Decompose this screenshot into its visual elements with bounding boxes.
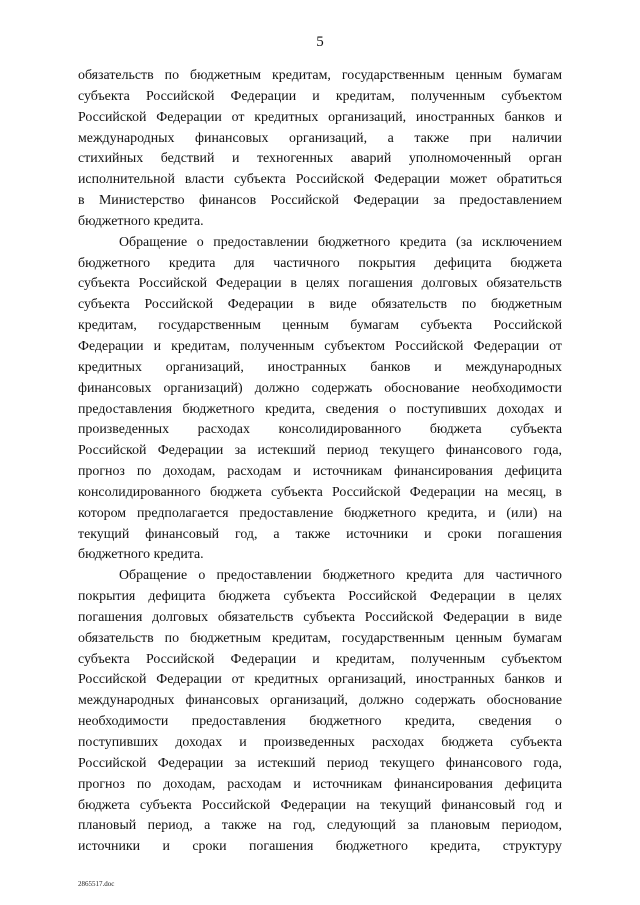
text-line: котором предполагается предоставление бюджетного кредита, и (или) на (78, 505, 562, 521)
text-line: субъекта Российской Федерации и кредитам, полученным субъектом (78, 651, 562, 667)
text-line: субъекта Российской Федерации в целях погашения долговых обязательств (78, 276, 562, 292)
page-number: 5 (316, 34, 324, 50)
text-line: покрытия дефицита бюджета субъекта Российской Федерации в целях (78, 589, 562, 605)
paragraph-2 (78, 233, 562, 567)
text-line: Российской Федерации за истекший период текущего финансового года, (78, 755, 562, 771)
text-line: погашения долговых обязательств субъекта Российской Федерации в виде (78, 609, 562, 625)
text-line: обязательств по бюджетным кредитам, государственным ценным бумагам (78, 630, 562, 646)
document-body (78, 66, 562, 858)
text-line: международных финансовых организаций, должно содержать обоснование (78, 693, 562, 709)
document-file-code: 2865517.doc (78, 880, 115, 888)
text-line: прогноз по доходам, расходам и источникам финансирования дефицита (78, 776, 562, 792)
text-line: источники и сроки погашения бюджетного кредита, структуру (78, 839, 562, 855)
text-line: текущий финансовый год, а также источники и сроки погашения (78, 526, 562, 542)
text-line: кредитных организаций, иностранных банков и международных (78, 359, 562, 375)
text-line: Российской Федерации за истекший период текущего финансового года, (78, 443, 562, 459)
text-line: произведенных расходах консолидированного бюджета субъекта (78, 422, 562, 438)
text-line: необходимости предоставления бюджетного кредита, сведения о (78, 714, 562, 730)
text-line: бюджетного кредита для частичного покрытия дефицита бюджета (78, 255, 562, 271)
text-line: плановый период, а также на год, следующий за плановым периодом, (78, 818, 562, 834)
text-line: Обращение о предоставлении бюджетного кредита для частичного (119, 568, 562, 584)
text-line: исполнительной власти субъекта Российской Федерации может обратиться (78, 172, 562, 188)
text-line: финансовых организаций) должно содержать обоснование необходимости (78, 380, 562, 396)
text-line: поступивших доходах и произведенных расходах бюджета субъекта (78, 735, 562, 750)
text-line: бюджетного кредита. (78, 547, 204, 563)
paragraph-1 (78, 66, 562, 233)
text-line: Обращение о предоставлении бюджетного кредита (за исключением (119, 234, 562, 250)
text-line: кредитам, государственным ценным бумагам субъекта Российской (78, 318, 562, 334)
text-line: обязательств по бюджетным кредитам, государственным ценным бумагам (78, 68, 562, 83)
text-line: консолидированного бюджета субъекта Российской Федерации на месяц, в (78, 484, 562, 500)
text-line: в Министерство финансов Российской Федерации за предоставлением (78, 193, 562, 209)
text-line: международных финансовых организаций, а также при наличии (78, 130, 562, 146)
text-line: предоставления бюджетного кредита, сведения о поступивших доходах и (78, 401, 562, 417)
text-line: субъекта Российской Федерации в виде обязательств по бюджетным (78, 297, 562, 313)
text-line: Федерации и кредитам, полученным субъектом Российской Федерации от (78, 338, 562, 354)
text-line: субъекта Российской Федерации и кредитам, полученным субъектом (78, 88, 562, 104)
text-line: стихийных бедствий и техногенных аварий уполномоченный орган (78, 151, 562, 167)
text-line: прогноз по доходам, расходам и источникам финансирования дефицита (78, 464, 562, 480)
text-line: бюджета субъекта Российской Федерации на текущий финансовый год и (78, 797, 562, 813)
text-line: Российской Федерации от кредитных организаций, иностранных банков и (78, 672, 562, 688)
text-line: Российской Федерации от кредитных организаций, иностранных банков и (78, 109, 562, 125)
text-line: бюджетного кредита. (78, 213, 204, 229)
paragraph-3 (78, 566, 562, 858)
